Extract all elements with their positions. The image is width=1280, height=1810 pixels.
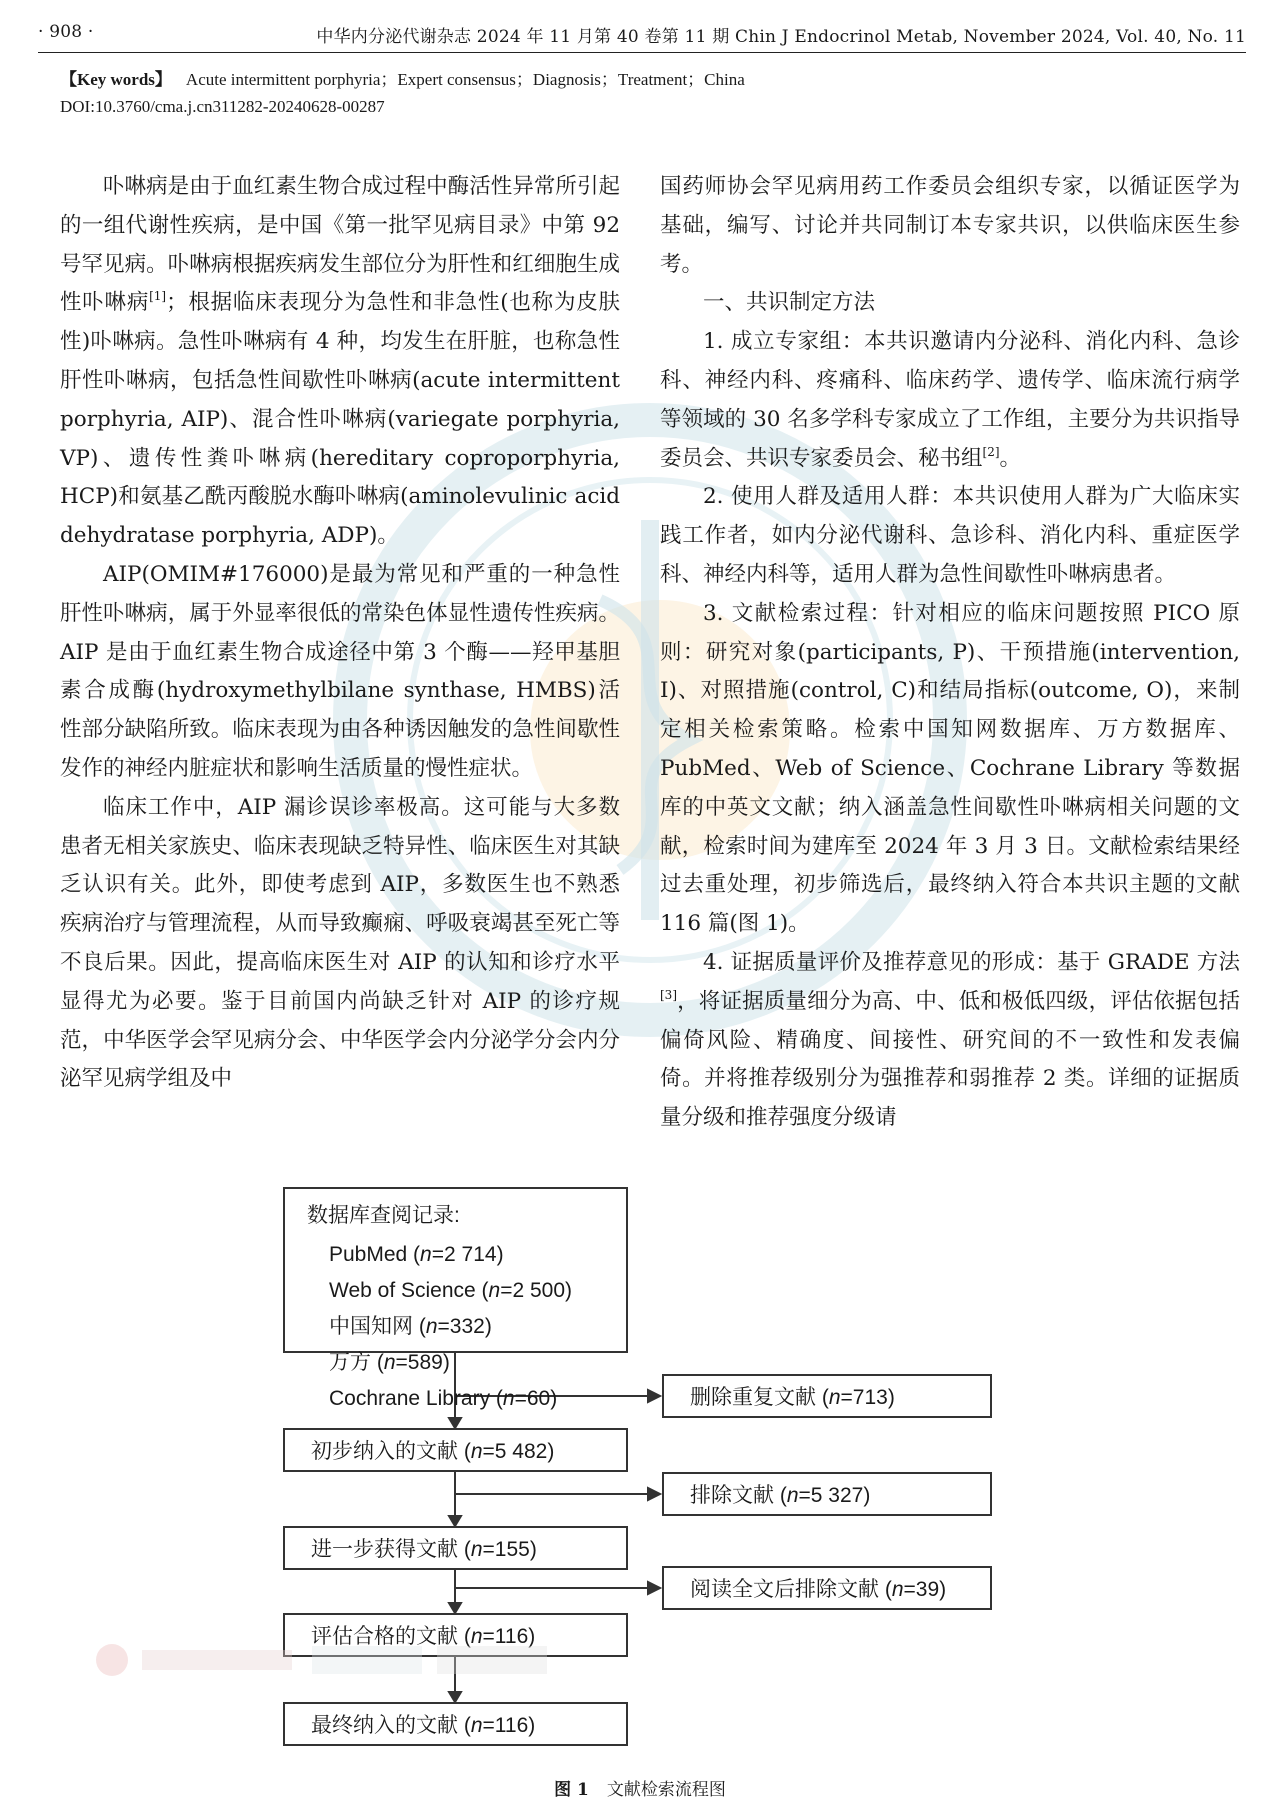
paragraph-literature-search: 3. 文献检索过程：针对相应的临床问题按照 PICO 原则：研究对象(participants, P)、干预措施(intervention, I)、对照措施(control, C)和结局指标(outcome, O)，来制定相关检索策略。检索中国知网数据库、万方数据库、PubMed、Web of Science、Cochrane Library 等数据库的中英文文献；纳入涵盖急性间歇性卟啉病相关问题的文献，检索时间为建库至 2024 年 3 月 3 日。文献检索结果经过去重处理，初步筛选后，最终纳入符合本共识主题的文献 116 篇(图 1)。	[660, 600, 1240, 937]
box-label: 万方	[329, 1351, 371, 1374]
box-count: 116	[494, 1714, 529, 1737]
paragraph-continued: 国药师协会罕见病用药工作委员会组织专家，以循证医学为基础，编写、讨论并共同制订本专家共识，以供临床医生参考。	[660, 174, 1240, 277]
database-entry: Web of Science (n=2 500)	[329, 1279, 573, 1302]
flow-step-text: 进一步获得文献 (n=155)	[311, 1538, 537, 1561]
flow-step-box	[283, 1428, 628, 1472]
paragraph-intro: 卟啉病是由于血红素生物合成过程中酶活性异常所引起的一组代谢性疾病，是中国《第一批罕见病目录》中第 92 号罕见病。卟啉病根据疾病发生部位分为肝性和红细胞生成性卟啉病[1]；根据临床表现分为急性和非急性(也称为皮肤性)卟啉病。急性卟啉病有 4 种，均发生在肝脏，也称急性肝性卟啉病，包括急性间歇性卟啉病(acute intermittent porphyria, AIP)、混合性卟啉病(variegate porphyria, VP)、遗传性粪卟啉病(hereditary coproporphyria, HCP)和氨基乙酰丙酸脱水酶卟啉病(aminolevulinic acid dehydratase porphyria, ADP)。	[60, 174, 620, 549]
database-entry: 万方 (n=589)	[329, 1351, 450, 1374]
left-column	[60, 168, 620, 1099]
reference-2[interactable]: [2]	[982, 444, 1000, 459]
box-label: Cochrane Library	[329, 1387, 491, 1410]
box-count: 713	[852, 1386, 888, 1409]
box-count: 5 327	[810, 1484, 864, 1507]
running-header	[38, 22, 1246, 53]
flow-step-text: 最终纳入的文献 (n=116)	[311, 1714, 536, 1737]
n-symbol: n	[786, 1484, 799, 1507]
box-label: 进一步获得文献	[311, 1538, 458, 1561]
keywords-label: 【Key words】	[60, 70, 172, 89]
box-label: 中国知网	[329, 1315, 413, 1338]
n-symbol: n	[470, 1538, 483, 1561]
database-entry: PubMed (n=2 714)	[329, 1243, 504, 1266]
n-symbol: n	[891, 1578, 904, 1601]
box-label: 排除文献	[690, 1484, 774, 1507]
n-symbol: n	[488, 1279, 501, 1302]
exclusion-text: 阅读全文后排除文献 (n=39)	[690, 1578, 947, 1601]
n-symbol: n	[470, 1440, 483, 1463]
paragraph-aip: AIP(OMIM#176000)是最为常见和严重的一种急性肝性卟啉病，属于外显率很低的常染色体显性遗传性疾病。AIP 是由于血红素生物合成途径中第 3 个酶——羟甲基胆素合成酶(hydroxymethylbilane synthase, HMBS)活性部分缺陷所致。临床表现为由各种诱因触发的急性间歇性发作的神经内脏症状和影响生活质量的慢性症状。	[60, 561, 620, 781]
publisher-logo-watermark	[92, 1640, 552, 1680]
n-symbol: n	[502, 1387, 515, 1410]
box-count: 155	[494, 1538, 530, 1561]
box-label: 初步纳入的文献	[311, 1440, 458, 1463]
flow-step-box	[283, 1526, 628, 1570]
flow-step-text: 评估合格的文献 (n=116)	[311, 1625, 536, 1648]
reference-3[interactable]: [3]	[660, 987, 677, 1002]
database-list	[329, 1237, 572, 1417]
box-count: 60	[526, 1387, 551, 1410]
database-entry: 中国知网 (n=332)	[329, 1315, 492, 1338]
flow-step-text: 初步纳入的文献 (n=5 482)	[311, 1440, 555, 1463]
flow-step-box	[283, 1702, 628, 1746]
n-symbol: n	[425, 1315, 438, 1338]
n-symbol: n	[470, 1714, 483, 1737]
n-symbol: n	[420, 1243, 432, 1266]
figure-number: 图 1	[554, 1780, 589, 1800]
box-count: 589	[407, 1351, 443, 1374]
figure-caption	[0, 1775, 1280, 1800]
box-label: PubMed	[329, 1243, 408, 1266]
n-symbol: n	[383, 1351, 396, 1374]
literature-search-flowchart	[0, 1170, 1280, 1770]
box-label: 阅读全文后排除文献	[690, 1578, 879, 1601]
box-count: 2 714	[444, 1243, 497, 1266]
box-count: 39	[915, 1578, 940, 1601]
figure-title: 文献检索流程图	[606, 1780, 726, 1800]
doi-line: DOI:10.3760/cma.j.cn311282-20240628-00287	[60, 97, 385, 116]
exclusion-text: 排除文献 (n=5 327)	[690, 1484, 871, 1507]
box-count: 332	[449, 1315, 485, 1338]
box-count: 116	[494, 1625, 529, 1648]
box-label: 删除重复文献	[690, 1386, 816, 1409]
database-records-box	[283, 1187, 628, 1410]
flowchart-connectors	[0, 1170, 1280, 1770]
box-label: 最终纳入的文献	[311, 1714, 458, 1737]
box-count: 5 482	[494, 1440, 548, 1463]
exclusion-box	[662, 1374, 992, 1418]
keywords-line	[60, 66, 1240, 93]
n-symbol: n	[828, 1386, 841, 1409]
section-heading-methods: 一、共识制定方法	[703, 290, 876, 316]
reference-1[interactable]: [1]	[149, 289, 167, 304]
box-count: 2 500	[512, 1279, 566, 1302]
database-entry: Cochrane Library (n=60)	[329, 1387, 558, 1410]
database-records-title: 数据库查阅记录:	[307, 1204, 460, 1227]
exclusion-box	[662, 1472, 992, 1516]
keywords-block	[60, 66, 1240, 120]
page-number: · 908 ·	[38, 22, 94, 42]
exclusion-text: 删除重复文献 (n=713)	[690, 1386, 895, 1409]
paragraph-evidence-grading: 4. 证据质量评价及推荐意见的形成：基于 GRADE 方法[3]，将证据质量细分为高、中、低和极低四级，评估依据包括偏倚风险、精确度、间接性、研究间的不一致性和发表偏倚。并将推荐级别分为强推荐和弱推荐 2 类。详细的证据质量分级和推荐强度分级请	[660, 949, 1240, 1131]
box-label: 评估合格的文献	[311, 1625, 458, 1648]
paragraph-target-population: 2. 使用人群及适用人群：本共识使用人群为广大临床实践工作者，如内分泌代谢科、急诊科、消化内科、重症医学科、神经内科等，适用人群为急性间歇性卟啉病患者。	[660, 484, 1240, 587]
n-symbol: n	[470, 1625, 483, 1648]
journal-citation: 中华内分泌代谢杂志 2024 年 11 月第 40 卷第 11 期 Chin J Endocrinol Metab, November 2024, Vol. 40, No. 11	[316, 27, 1246, 47]
exclusion-box	[662, 1566, 992, 1610]
right-column	[660, 168, 1240, 1138]
keywords-text: Acute intermittent porphyria；Expert consensus；Diagnosis；Treatment；China	[185, 70, 745, 89]
paragraph-clinical: 临床工作中，AIP 漏诊误诊率极高。这可能与大多数患者无相关家族史、临床表现缺乏特异性、临床医生对其缺乏认识有关。此外，即使考虑到 AIP，多数医生也不熟悉疾病治疗与管理流程，从而导致癫痫、呼吸衰竭甚至死亡等不良后果。因此，提高临床医生对 AIP 的认知和诊疗水平显得尤为必要。鉴于目前国内尚缺乏针对 AIP 的诊疗规范，中华医学会罕见病分会、中华医学会内分泌学分会内分泌罕见病学组及中	[60, 794, 620, 1092]
box-label: Web of Science	[329, 1279, 476, 1302]
paragraph-expert-group: 1. 成立专家组：本共识邀请内分泌科、消化内科、急诊科、神经内科、疼痛科、临床药学、遗传学、临床流行病学等领域的 30 名多学科专家成立了工作组，主要分为共识指导委员会、共识专家委员会、秘书组[2]。	[660, 329, 1240, 471]
